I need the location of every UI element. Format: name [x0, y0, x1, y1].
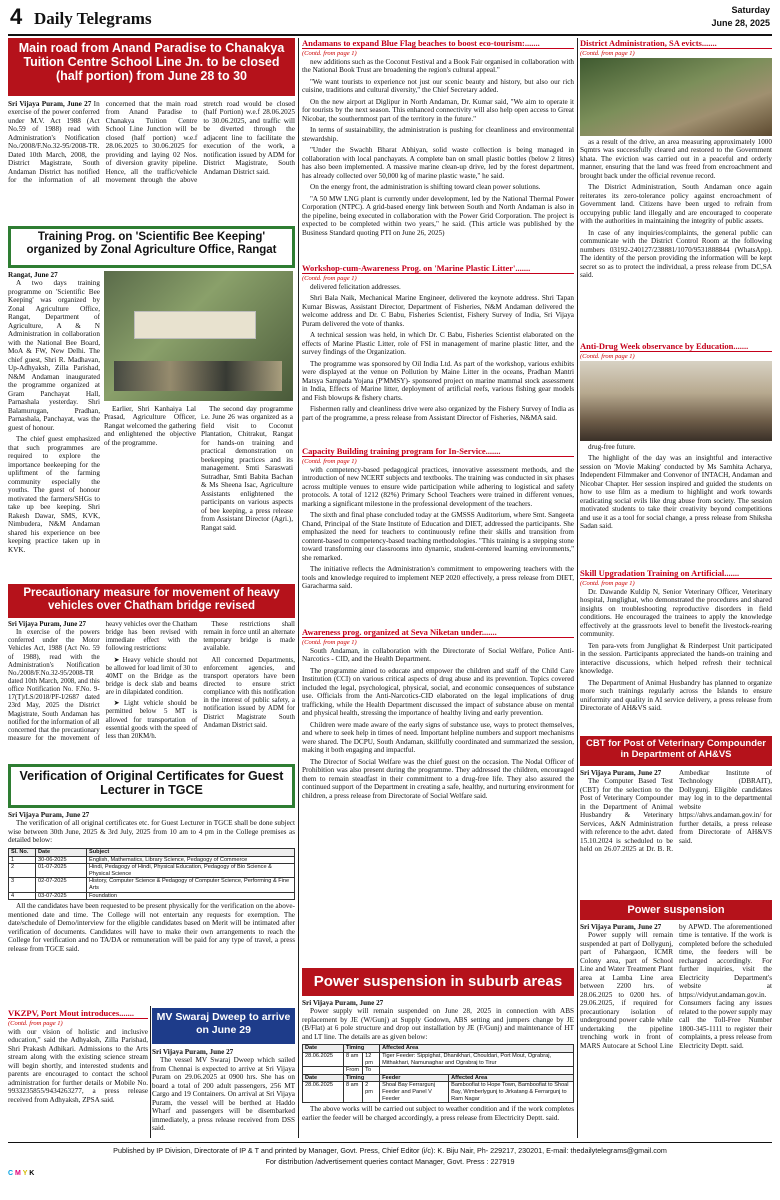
- table-row: [9, 892, 295, 900]
- table-cell: 2 pm: [363, 1082, 380, 1103]
- article-body: [8, 100, 295, 185]
- paragraph: In case of any inquiries/complaints, the general public can communicate with the District Control Room at the following numbers 03192-240127/238881/1070/9531888844 (WhatsApp). The identity of the person providing the information will be kept secret so as to protect the individual, a press release from DC,SA said.: [580, 228, 772, 280]
- anti-drug-photo: [580, 361, 772, 441]
- article-body: [302, 283, 574, 422]
- paragraph: The chief guest emphasized that such programmes are required to explore the importance beekeeping for the upliftment of the farming community especially the youths. The guest of honour motivated the farmers/SHGs to take up bee keeping. Shri Rakesh Dawar, SMS, KVK, Nimbudera, N&M Andaman shared his experience on bee keeping practice taken up in KVK.: [8, 435, 100, 554]
- article-body: [302, 647, 574, 800]
- paragraph: Earlier, Shri Kanhaiya Lal Prasad, Agriculture Officer, Rangat welcomed the gathering and enlightened the objective of the programme.: [104, 405, 196, 447]
- continued-label: (Contd. from page 1): [302, 50, 357, 57]
- continued-label: (Contd. from page 1): [302, 639, 357, 646]
- headline: Andamans to expand Blue Flag beaches to boost eco-tourism:.......: [302, 38, 574, 49]
- article-power-suspension-suburb: [302, 968, 574, 1138]
- page-number: 4: [10, 4, 23, 29]
- table-cell: Shoal Bay Ferrargunj Feeder and Panel V Feeder: [380, 1082, 449, 1103]
- article-chatham-bridge: [8, 584, 295, 758]
- footer-imprint: Published by IP Division, Directorate of IP & T and printed by Manager, Govt. Press, Chief Editor (i/c): K. Biju Nair, Ph- 229217, 230201, E-mail: thedailytelegrams@gmail.com: [113, 1146, 667, 1155]
- headline: Workshop-cum-Awareness Prog. on 'Marine Plastic Litter'.......: [302, 263, 574, 274]
- article-body: [580, 138, 772, 280]
- table-cell: 28.06.2025: [303, 1082, 344, 1103]
- table-cell: 2: [9, 864, 36, 878]
- table-cell: 03-07-2025: [36, 892, 87, 900]
- continued-label: (Contd. from page 1): [580, 353, 635, 360]
- dateline: Sri Vijaya Puram, June 27: [8, 811, 90, 819]
- table-cell: 8 am: [344, 1053, 363, 1067]
- paragraph: drug-free future.: [588, 443, 636, 451]
- table-cell: Bamboofiat to Hope Town, Bamboofiat to Shoal Bay, Wimberlygunj to Jirkatang & Ferrargunj to Ram Nagar: [449, 1082, 574, 1103]
- eviction-photo: [580, 58, 772, 136]
- continued-label: (Contd. from page 1): [580, 50, 635, 57]
- table-row: [303, 1067, 574, 1075]
- continued-label: (Contd. from page 1): [580, 580, 635, 587]
- footer: [8, 1142, 772, 1193]
- paragraph: Power supply will remain suspended on June 28, 2025 in connection with ABS replacement by JE (W/Gunj) at Supply Godown, ABS setting and jumpers change by JE (B/Flat) at 6 pole structure and drop out installation by JE (F/Gunj) and maintenance of HT and LT line. The details are as given below:: [302, 1007, 574, 1041]
- table-header: Sl. No.: [9, 848, 36, 856]
- table-header: Subject: [87, 848, 295, 856]
- table-cell: 02-07-2025: [36, 878, 87, 892]
- paragraph: The vessel MV Swaraj Dweep which sailed from Chennai is expected to arrive at Sri Vijaya Puram on 29.06.2025 at 0900 hrs. She has on board a total of 200 adult passengers, 256 MT Cargo and 19 Containers. On arrival at Sri Vijaya Puram, the vessel will be berthed at Haddo Wharf and passengers will be disembarked immediately, a press release received from DSS said.: [152, 1056, 295, 1133]
- table-row: [9, 864, 295, 878]
- table-header: Date: [303, 1074, 344, 1082]
- paragraph: ➤ Heavy vehicle should not be allowed for load limit of 30 to 40MT on the Bridge as the bridge is deck slab and beams are in dilapidated condition.: [105, 656, 198, 697]
- paragraph: Ten para-vets from Junglighat & Rinderpest Unit participated in the session. Participants appreciated the hands-on training and interactive discussions, which helped refresh their technical knowledge.: [580, 641, 772, 676]
- continued-label: (Contd. from page 1): [302, 458, 357, 465]
- paragraph: In exercise of the powers conferred under the Motor Vehicles Act, 1988 (Act No. 59 of 1988), read with the Administration's Notification No./2008/F.No.32-95/2008-TR dated 10th March, 2008, and this office Notification No. F.No. 9-17(T)/LS/2018/PF-I/2687 dated 23rd May, 2025 the District Magistrate, South Andaman has notified for the information of all concerned that the precautionary measure for the movement of heavy vehicles over the Chatham bridge has been revised with immediate effect with the following restrictions:: [8, 621, 198, 742]
- paragraph: The Director of Social Welfare was the chief guest on the occasion. The Nodal Officer of Prohibition was also present during the programme. They addressed the children, encouraged them to remain steadfast in their commitment to a drug-free life. They also assured the continued support of the Department in creating a safe, healthy, and nurturing environment for children, a press release from Directorate of Social Welfare said.: [302, 757, 574, 800]
- headline: Anti-Drug Week observance by Education.......: [580, 341, 772, 352]
- masthead: [8, 4, 772, 36]
- cmyk-m: M: [15, 1170, 21, 1177]
- article-capacity-building: [302, 446, 574, 624]
- table-header: Timing: [344, 1045, 380, 1053]
- headline: Power suspension in suburb areas: [302, 968, 574, 996]
- paragraph: South Andaman, in collaboration with the Directorate of Social Welfare, Police Anti-Narcotics - CID, and the Health Department.: [302, 647, 574, 664]
- paragraph: Dr. Dawande Kuldip N, Senior Veterinary Officer, Veterinary hospital, Junglighat, who demonstrated the procedures and shared insights on troubleshooting reproductive disorders in field conditions. He encouraged the trainees to apply the knowledge effectively at the grassroots level to benefit the livestock-rearing community.: [580, 588, 772, 639]
- headline: Training Prog. on 'Scientific Bee Keeping' organized by Zonal Agriculture Office, Rangat: [8, 226, 295, 268]
- dateline: Rangat, June 27: [8, 271, 58, 279]
- paragraph: new additions such as the Coconut Festival and a Book Fair organised in collaboration with the National Book Trust are broadening the region's cultural appeal.": [302, 58, 574, 75]
- table-cell: Hindi, Pedagogy of Hindi, Physical Education, Pedagogy of Bio Science & Physical Science: [87, 864, 295, 878]
- article-body: [580, 443, 772, 531]
- continued-label: (Contd. from page 1): [8, 1020, 63, 1027]
- article-blue-flag: [302, 38, 574, 260]
- table-cell: 30-06-2025: [36, 856, 87, 864]
- article-body: [302, 466, 574, 591]
- article-bee-keeping: [8, 226, 295, 578]
- paragraph: The verification of all original certificates etc. for Guest Lecturer in TGCE shall be done subject wise between 30th June, 2025 & 3rd July, 2025 from 10 am to 4 pm in the College premises as detailed below:: [8, 819, 295, 845]
- dateline: Sri Vijaya Puram, June 27: [152, 1048, 234, 1056]
- article-body: [8, 621, 295, 743]
- dateline: Sri Vijaya Puram, June 27: [302, 999, 384, 1007]
- paragraph: In terms of sustainability, the administration is pushing for cleanliness and environmental stewardship.: [302, 126, 574, 143]
- article-body: [302, 999, 574, 1122]
- paragraph: The Computer Based Test (CBT) for the selection to the Post of Veterinary Compounder in the Department of Animal Husbandry & Veterinary Services, A&N Administration with reference to the advt. dated 15.10.2024 is scheduled to be held on 26.07.2025 at Dr. B. R. Ambedkar Institute of Technology (DBRAIT), Dollygunj. Eligible candidates may log in to the departmental website https://ahvs.andaman.gov.in/ for further details, a press release from Directorate of AH&VS said.: [580, 769, 772, 854]
- verification-schedule-table: [8, 848, 295, 900]
- article-anti-drug: [580, 341, 772, 565]
- headline: District Administration, SA evicts.......: [580, 38, 772, 49]
- article-body: [580, 588, 772, 713]
- table-row: [303, 1082, 574, 1103]
- paragraph: ➤ Light vehicle should be permitted below 5 MT is allowed for transportation of essential goods with the speed of less than 20KM/h.: [105, 700, 198, 740]
- article-body: [302, 58, 574, 237]
- dateline: Sri Vijaya Puram, June 27: [580, 923, 662, 931]
- table-cell: 28.06.2025: [303, 1053, 344, 1067]
- table-header: Date: [36, 848, 87, 856]
- dateline: Sri Vijaya Puram, June 27: [8, 100, 92, 108]
- table-cell: History, Computer Science & Pedagogy of Computer Science, Performing & Fine Arts: [87, 878, 295, 892]
- article-skill-upgradation: [580, 568, 772, 732]
- article-road-closure: [8, 38, 295, 221]
- bee-keeping-photo: [104, 271, 293, 401]
- table-row: [9, 878, 295, 892]
- paragraph: delivered felicitation addresses.: [310, 283, 401, 291]
- continued-label: (Contd. from page 1): [302, 275, 357, 282]
- cmyk-registration-marks: [8, 1170, 34, 1177]
- paragraph: The programme aimed to educate and empower the children and staff of the Child Care Institution (CCI) on various critical aspects of drug abuse and its prevention. Topics covered included the legal, psychological, physical, social, and economic consequences of substance use. Officials from the Anti-Narcotics-CID elaborated on the legal implications of drug trafficking, while the Health Department discussed the impact of substance abuse on mental and physical health, stressing the importance of healthy living and early prevention.: [302, 666, 574, 718]
- headline: Main road from Anand Paradise to Chanakya Tuition Centre School Line Jn. to be closed (half portion) from June 28 to 30: [8, 38, 295, 96]
- table-header: Timing: [344, 1074, 380, 1082]
- newspaper-name: Daily Telegrams: [34, 9, 152, 28]
- paragraph: as a result of the drive, an area measuring approximately 1000 Sqmtrs was successfully cleared and restored to the Government khata. The eviction was carried out in a peaceful and orderly manner, ensuring that the land was freed from encroachment and brought back under the official revenue record.: [580, 138, 772, 180]
- dateline: Sri Vijaya Puram, June 27: [580, 769, 662, 777]
- column-divider: [577, 38, 578, 1138]
- dateline: Sri Vijaya Puram, June 27: [8, 621, 86, 628]
- paragraph: A two days training programme on 'Scientific Bee Keeping' was organized by Zonal Agriculture Office, Rangat, Department of Agriculture, A & N Administration in collaboration with the National Bee Board, MoA & FW, New Delhi. The chief guest, Shri R. Madhavan, Up-Adhyaksh, Zilla Parishad, N&M Andaman inaugurated the programme organized at Gram Panchayat Hall, Parnashala yesterday. Shri Balamurugan, Pradhan, Parnashala, Panchayat, was the guest of honour.: [8, 279, 100, 432]
- paragraph: The initiative reflects the Administration's commitment to empowering teachers with the tools and knowledge required to implement NEP 2020 effectively, a press release from DIET, Garacharma said.: [302, 565, 574, 591]
- headline: Precautionary measure for movement of heavy vehicles over Chatham bridge revised: [8, 584, 295, 618]
- article-seva-niketan: [302, 627, 574, 965]
- paragraph: "We want tourists to experience not just our scenic beauty and history, but also our rich cuisine, traditions and cultural diversity," the Chief Secretary added.: [302, 77, 574, 95]
- article-cbt: [580, 736, 772, 896]
- table-cell: Foundation: [87, 892, 295, 900]
- paragraph: On the new airport at Diglipur in North Andaman, Dr. Kumar said, "We aim to operate it for tourists by the next season. This enhanced connectivity will also help open access to Great Nicobar, the southernmost part of the territory in the future.": [302, 97, 574, 123]
- headline: Verification of Original Certificates for Guest Lecturer in TGCE: [8, 764, 295, 808]
- table-cell: 01-07-2025: [36, 864, 87, 878]
- article-body: [8, 271, 295, 578]
- headline: Power suspension: [580, 900, 772, 920]
- cmyk-y: Y: [22, 1170, 28, 1177]
- article-eviction: [580, 38, 772, 338]
- paragraph: The second day programme i.e. June 26 was organized as a field visit to Coconut Plantation, Chitrakut, Rangat for hands-on training and practical demonstration on beekeeping practices and its management. Smti Saraswati Sutradhar, Smti Babita Bachan & Ms Sheena Isac, Agriculture Assistants enlightened the participants on various aspects of bee keeping, a press release from Assistant Director (Agri.), Rangat said.: [201, 405, 293, 532]
- power-suspension-table: [302, 1044, 574, 1103]
- table-cell: From: [344, 1067, 363, 1075]
- table-cell: To: [363, 1067, 380, 1075]
- article-body: [580, 769, 772, 854]
- table-row: [9, 856, 295, 864]
- table-row: [303, 1053, 574, 1067]
- paragraph: The District Administration, South Andaman once again reiterates its zero-tolerance policy against encroachment of Government land. Citizens have been urged to refrain from occupying public land illegally and are encouraged to cooperate with the authorities in maintaining the integrity of public assets.: [580, 183, 772, 226]
- article-text: In exercise of the power conferred under M.V. Act 1988 (Act No.59 of 1988) read with Administration's Notification No./2008/F.No.32-95/2008-TR. Dated 10th March, 2008, the District Magistrate, South Andaman District has notified for the information of all concerned that the main road from Anand Paradise to Chanakya Tuition Centre School Line Junction will be closed (half portion) w.e.f 28.06.2025 to 30.06.2025 for providing and laying 02 Nos. of diversion gravity pipeline. Hence, all the traffic/vehicle movement through the above stretch road would be closed (half Portion) w.e.f 28.06.2025 to 30.06.2025, and traffic will be diverted through the adjacent line to facilitate the execution of the work, a notification issued by ADM for District Magistrate, South Andaman District said.: [8, 100, 295, 185]
- masthead-date: June 28, 2025: [711, 18, 770, 28]
- table-cell: Tiger Feeder: Sippighat, Dhanikhari, Chouldari, Port Mout, Ograbraj, Mithakhari, Namunaghar and Ograbraj to Tirur: [380, 1053, 574, 1067]
- cmyk-c: C: [8, 1170, 14, 1177]
- table-cell: 8 am: [344, 1082, 363, 1103]
- article-power-suspension: [580, 900, 772, 1138]
- article-body: [8, 811, 295, 953]
- headline: Capacity Building training program for In-Service.......: [302, 446, 574, 457]
- paragraph: with competency-based pedagogical practices, innovative assessment methods, and the introduction of new NCERT subjects and textbooks. The training was conducted in six phases across multiple venues to ensure wide participation while adhering to logistical and safety protocols. A total of 1212 (82%) Primary School Teachers were trained in different venues, marking a significant milestone in the professional development of the teachers.: [302, 466, 574, 508]
- paragraph: The sixth and final phase concluded today at the GMSSS Auditorium, where Smt. Sangeeta Chand, Principal of the State Institute of Education and DIET, addressed the participants. She emphasized the need for teachers to continuously refine their skills and transition from content-based to competency-based teaching methodologies. "This training is a stepping stone toward transforming our classrooms into dynamic, student-centered learning environments," she remarked.: [302, 511, 574, 562]
- article-marine-plastic: [302, 263, 574, 443]
- paragraph: Power supply will remain suspended at part of Dollygunj, part of Pahargaon, ICMR Colony area, part of School Line and Water Treatment Plant area at Lamba Line area between 2200 hrs. of 28.06.2025 to 0200 hrs. of 29.06.2025, if required for precautionary isolation of underground power cable while undertaking the pipeline trenching work in front of MARS Autocare at School Line by APWD. The aforementioned time is tentative. If the work is completed before the scheduled time, the feeders will be recharged accordingly. For further inquiries, visit the Electricity Department's website at https://vidyut.andaman.gov.in. Consumers facing any issues related to the power supply may call the Toll-Free Number 1800-345-1111 to register their complaints, a press release from Electricity Deptt. said.: [580, 923, 772, 1050]
- column-divider: [150, 1006, 151, 1138]
- table-header: Date: [303, 1045, 344, 1053]
- paragraph: These restrictions shall remain in force until an alternate temporary bridge is made available.: [203, 621, 295, 653]
- article-body: [580, 923, 772, 1052]
- paragraph: A technical session was held, in which Dr. C Babu, Fisheries Scientist elaborated on the effects of Marine Plastic Litter, role of FSI in management of marine plastic litter, and the survey findings of the Organization.: [302, 331, 574, 357]
- paragraph: "Under the Swachh Bharat Abhiyan, solid waste collection is being managed in collaboration with local panchayats. A complete ban on small plastic bottles (below 2 litres) has also been implemented. A massive marine clean-up drive, led by the forest department, has already collected over 50,000 kg of marine plastic waste," he said.: [302, 146, 574, 180]
- table-cell: 3: [9, 878, 36, 892]
- paragraph: On the energy front, the administration is shifting toward clean power solutions.: [310, 183, 541, 192]
- paragraph: Children were made aware of the early signs of substance use, ways to protect themselves, and where to seek help in times of need. Important helpline numbers and support mechanisms were shared. The DCPU, South Andaman, skillfully coordinated and summarized the session, making it both engaging and impactful.: [302, 720, 574, 755]
- headline: Skill Upgradation Training on Artificial.......: [580, 568, 772, 579]
- table-header: Feeder: [380, 1074, 449, 1082]
- paragraph: The highlight of the day was an insightful and interactive session on 'Movie Making' conducted by Ms Samhita Acharya, Independent Filmmaker and Convenor of INTACH, Andaman and Nicobar Chapter. Her session inspired and guided the students on how to use film as a medium to highlight and work towards eradicating social evils like drug abuse from society. The session motivated students to take their creativity beyond competitions and use it as a tool for social change, a press release from Shiksha Sadan said.: [580, 454, 772, 531]
- article-vkzpv: [8, 1008, 148, 1138]
- paragraph: The programme was sponsored by Oil India Ltd. As part of the workshop, various exhibits were displayed at the venue on Pollution by Maine Litter in the oceans, Pradhan Mantri Matsya Sampada Yojana (P'MMSY)- sponsored project on marine mammal stock assessment in India, Effects of Marine litter, deployment of artificial reefs, various fishing gear models and Fish blowups & fishery charts.: [302, 359, 574, 402]
- table-header: Affected Area: [380, 1045, 574, 1053]
- headline: VKZPV, Port Mout introduces.......: [8, 1008, 148, 1019]
- article-tgce-verification: [8, 764, 295, 1004]
- paragraph: "A 50 MW LNG plant is currently under development, led by the National Thermal Power Corporation (NTPC). A grid-based energy link between South and North Andaman is also in the pipeline, being executed in collaboration with the Power Grid Corporation. The project is expected to be completed within two years," he said. (This article was published by the Business Standard quoting PTI on June 26, 2025): [302, 194, 574, 237]
- paragraph: The Department of Animal Husbandry has planned to organize more such trainings regularly across the Islands to ensure uniformity and quality in AI service delivery, a press release from Directorate of AH&VS said.: [580, 678, 772, 713]
- article-body: [152, 1048, 295, 1136]
- table-cell: 12 pm: [363, 1053, 380, 1067]
- headline: CBT for Post of Veterinary Compounder in Department of AH&VS: [580, 736, 772, 766]
- paragraph: All the candidates have been requested to be present physically for the verification on the above-mentioned date and time. The College will not entertain any requests for exemption. The date/schedule of Demo/interview for the eligible candidates based on Merit will be intimated after verification of documents. Candidates will have to make their own arrangements to reach the College for verification and no TA/DA or remuneration will be paid for any type of travel, a press release from TGCE said.: [8, 902, 295, 953]
- article-text: with our vision of holistic and inclusive education," said the Adhyaksh, Zilla Parishad, Shri Prakash Adhikari. Admissions to the Arts stream along with the existing science stream will begin shortly, and interested students and parents are encouraged to contact the school administration for further details or Mobile No. 9933235855/9434263277, a press release received from Adhyaksh, ZPSA said.: [8, 1028, 148, 1104]
- paragraph: Fishermen rally and cleanliness drive were also organized by the Fishery Survey of India as part of the programme, a press release from Assistant Director of Fisheries, N&MA said.: [302, 405, 574, 422]
- article-mv-swaraj-dweep: [152, 1008, 295, 1138]
- footer-contact: For distribution /advertisement queries contact Manager, Govt. Press : 227919: [265, 1157, 515, 1166]
- table-cell: 1: [9, 856, 36, 864]
- paragraph: All concerned Departments, enforcement agencies, and transport operators have been directed to ensure strict compliance with this notification in the interest of public safety, a notification issued by ADM for District Magistrate South Andaman District said.: [203, 656, 295, 729]
- table-cell: English, Mathematics, Library Science, Pedagogy of Commerce: [87, 856, 295, 864]
- cmyk-k: K: [29, 1170, 35, 1177]
- column-divider: [298, 38, 299, 1138]
- paragraph: Shri Bala Naik, Mechanical Marine Engineer, delivered the keynote address. Shri Tapan Kumar Biswas, Assistant Director, Department of Fisheries, N&M Andaman delivered the welcome address and Dr. C Babu, Fisheries Scientist, Fishery Survey of India, Sri Vijaya Puram delivered the vote of thanks.: [302, 294, 574, 328]
- table-header: Affected Area: [449, 1074, 574, 1082]
- headline: MV Swaraj Dweep to arrive on June 29: [156, 1011, 291, 1036]
- paragraph: The above works will be carried out subject to weather condition and if the work completes earlier the feeder will be charged accordingly, a press release from Electricity Deptt. said.: [302, 1105, 574, 1122]
- table-cell: 4: [9, 892, 36, 900]
- headline: Awareness prog. organized at Seva Niketan under.......: [302, 627, 574, 638]
- masthead-day: Saturday: [731, 5, 770, 15]
